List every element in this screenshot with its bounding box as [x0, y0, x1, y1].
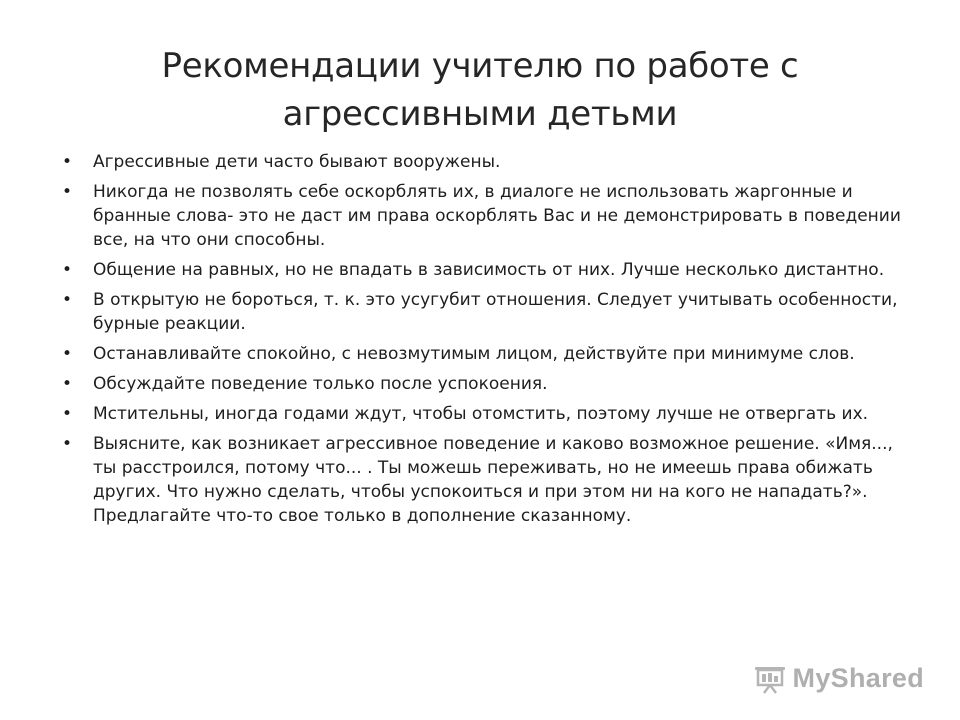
bullet-text: Агрессивные дети часто бывают вооружены. [93, 152, 501, 172]
list-item [62, 402, 914, 426]
bullet-text: Выясните, как возникает агрессивное поведение и каково возможное решение. «Имя..., ты расстроился, потому что... . Ты можешь переживать, но не имеешь права обижать других. Что нужно сделать, чтобы успокоиться и при этом ни на кого не нападать?». Предлагайте что-то свое только в дополнение сказанному. [93, 434, 893, 526]
bullet-icon: • [62, 374, 73, 394]
bullet-icon: • [62, 290, 73, 310]
bullet-icon: • [62, 152, 73, 172]
bullet-icon: • [62, 182, 73, 202]
bullet-icon: • [62, 344, 73, 364]
bullet-text: Общение на равных, но не впадать в зависимость от них. Лучше несколько дистантно. [93, 260, 885, 280]
slide-title: Рекомендации учителю по работе с агрессивными детьми [161, 46, 799, 134]
bullet-icon: • [62, 434, 73, 454]
list-item [62, 342, 914, 366]
watermark-text: MyShared [792, 663, 924, 693]
list-item [62, 150, 914, 174]
list-item [62, 372, 914, 396]
bullet-text: Обсуждайте поведение только после успокоения. [93, 374, 548, 394]
list-item [62, 432, 914, 528]
bullet-text: Мстительны, иногда годами ждут, чтобы отомстить, поэтому лучше не отвергать их. [93, 404, 869, 424]
list-item [62, 258, 914, 282]
bullet-text: Останавливайте спокойно, с невозмутимым лицом, действуйте при минимуме слов. [93, 344, 855, 364]
projector-screen-icon [753, 664, 787, 694]
bullet-text: Никогда не позволять себе оскорблять их, в диалоге не использовать жаргонные и бранные слова- это не даст им права оскорблять Вас и не демонстрировать в поведении все, на что они способны. [93, 182, 901, 250]
bullet-list [62, 150, 914, 534]
list-item [62, 288, 914, 336]
bullet-icon: • [62, 260, 73, 280]
bullet-icon: • [62, 404, 73, 424]
watermark-logo [753, 663, 924, 694]
list-item [62, 180, 914, 252]
bullet-text: В открытую не бороться, т. к. это усугубит отношения. Следует учитывать особенности, бурные реакции. [93, 290, 898, 334]
